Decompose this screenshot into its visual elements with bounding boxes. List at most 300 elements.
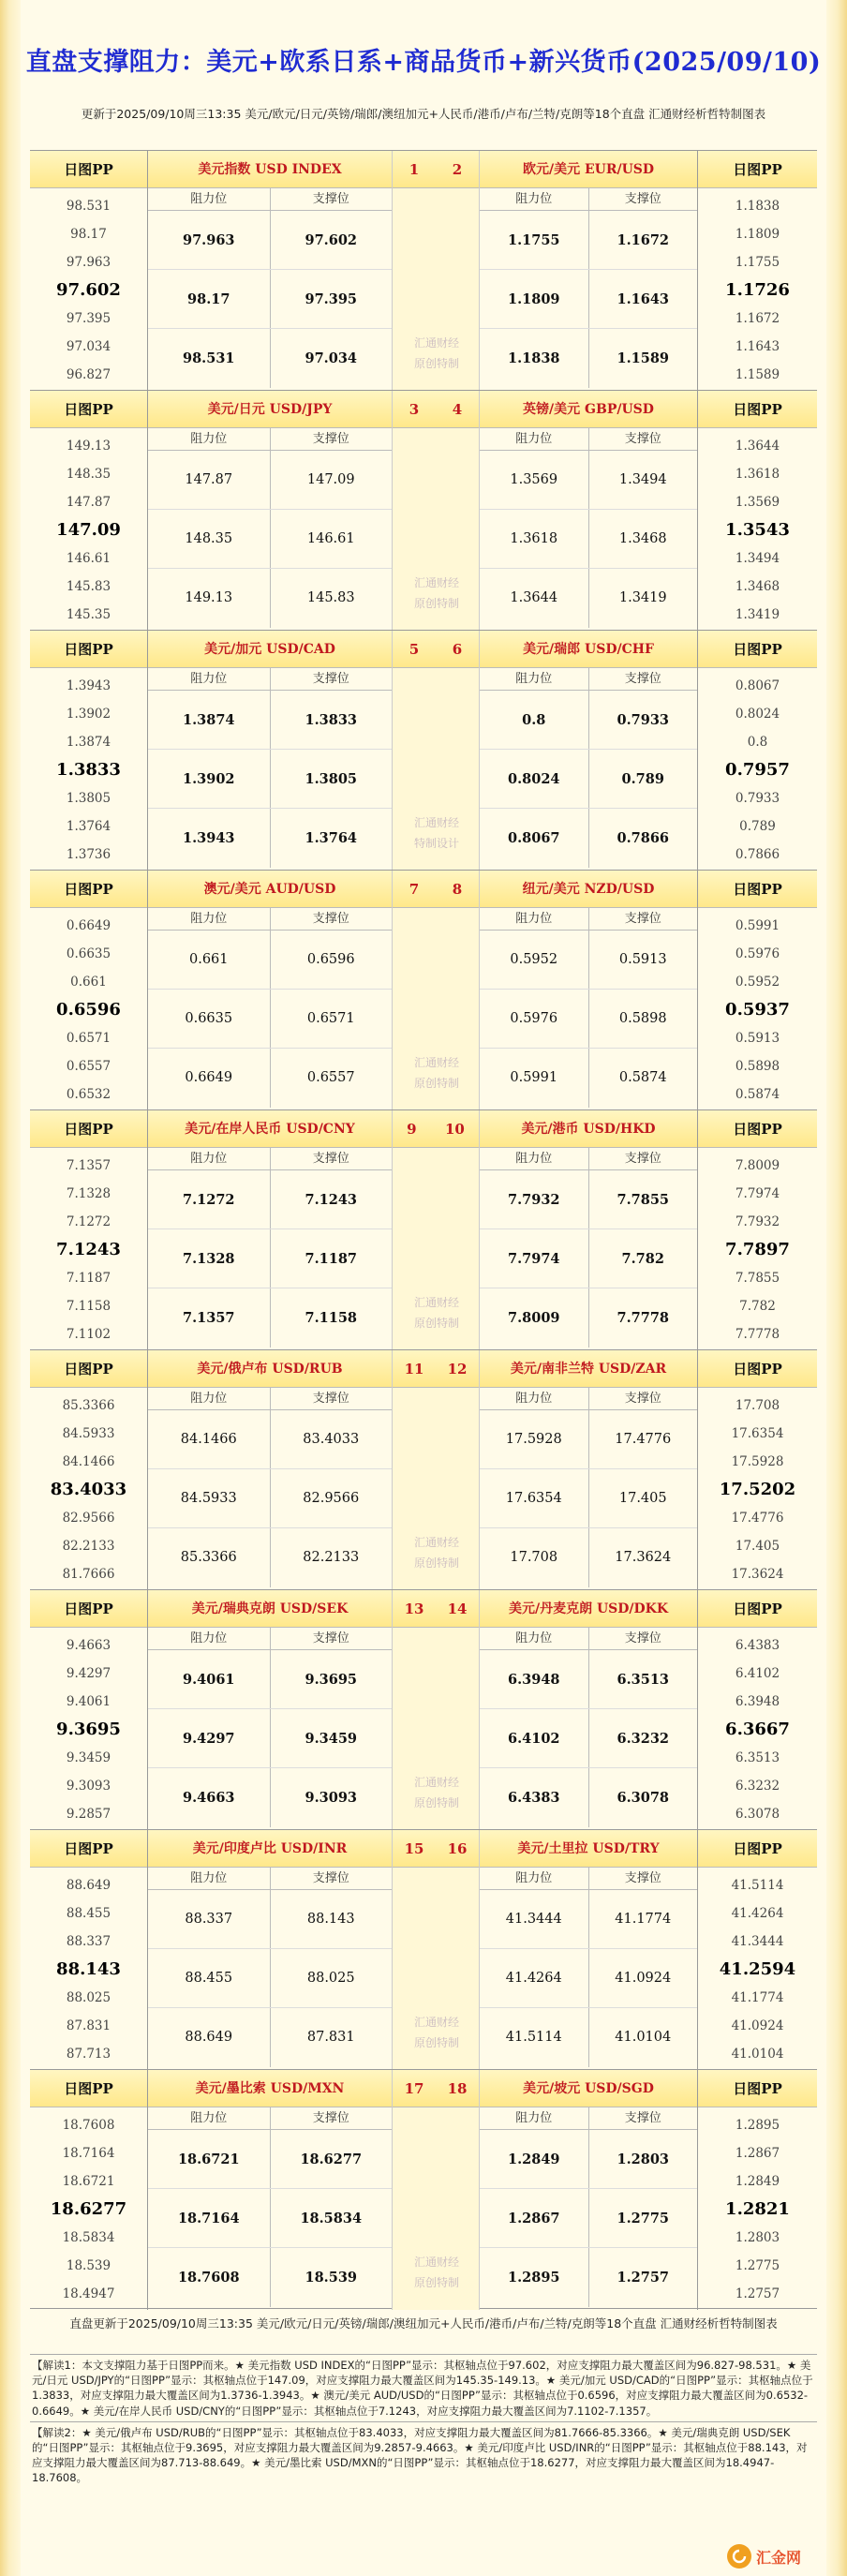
site-logo — [727, 2541, 840, 2571]
support-value: 87.831 — [306, 2030, 355, 2045]
pp-value: 17.4776 — [731, 1511, 784, 1526]
support-value: 1.3833 — [305, 712, 357, 728]
level-rows — [480, 1650, 697, 1827]
pp-header: 日图PP — [30, 1590, 147, 1628]
pp-value: 0.8067 — [735, 678, 780, 693]
pp-value: 18.7164 — [62, 2146, 115, 2161]
support-value: 145.83 — [306, 590, 355, 605]
table-row — [148, 931, 392, 990]
pair-right — [480, 1830, 697, 2070]
pivot-value: 18.6277 — [50, 2199, 127, 2219]
pair-name: 美元/土里拉 USD/TRY — [480, 1830, 697, 1868]
table-row — [148, 1949, 392, 2008]
support-value: 1.3805 — [305, 771, 357, 787]
pp-value: 1.1755 — [735, 255, 780, 270]
support-value: 0.5874 — [618, 1070, 667, 1085]
pp-value: 7.1328 — [66, 1186, 111, 1201]
pair-left — [148, 1110, 392, 1350]
resistance-value: 17.708 — [480, 1528, 589, 1587]
resistance-header: 阻力位 — [148, 188, 271, 210]
pp-value: 145.83 — [66, 579, 111, 594]
resistance-value: 88.455 — [148, 1949, 271, 2007]
pair-name: 美元/港币 USD/HKD — [480, 1110, 697, 1148]
pp-value: 1.1672 — [735, 311, 780, 326]
pivot-table — [30, 150, 817, 2309]
pp-header: 日图PP — [30, 2070, 147, 2107]
level-rows — [480, 931, 697, 1108]
watermark-line-1: 汇通财经 — [413, 576, 459, 589]
pair-left — [148, 2070, 392, 2310]
resistance-value: 0.661 — [148, 931, 271, 989]
level-rows — [148, 931, 392, 1108]
table-row — [148, 1469, 392, 1528]
pp-value: 85.3366 — [62, 1398, 115, 1413]
logo-text: 汇金网 — [756, 2548, 802, 2567]
pp-value: 1.3805 — [66, 791, 111, 806]
pp-column-left — [30, 1350, 148, 1590]
number-right: 14 — [447, 1600, 468, 1617]
level-rows — [148, 1650, 392, 1827]
resistance-header: 阻力位 — [148, 428, 271, 450]
watermark-line-1: 汇通财经 — [413, 1536, 459, 1549]
pp-value: 87.831 — [66, 2018, 111, 2033]
pp-list — [698, 1868, 817, 2068]
pair-name: 纽元/美元 NZD/USD — [480, 871, 697, 908]
pp-value: 7.8009 — [735, 1158, 780, 1173]
table-row — [480, 1229, 697, 1288]
pp-value: 9.4663 — [66, 1638, 111, 1653]
level-rows — [148, 2130, 392, 2307]
pp-list — [698, 2107, 817, 2308]
watermark — [393, 1292, 481, 1333]
table-row — [480, 1709, 697, 1768]
resistance-value: 97.963 — [148, 211, 271, 269]
section-numbers — [393, 391, 479, 428]
resistance-value: 88.649 — [148, 2008, 271, 2067]
support-value: 7.1243 — [305, 1192, 357, 1208]
table-row — [148, 691, 392, 750]
level-rows — [480, 1410, 697, 1587]
section-number-column — [392, 391, 480, 631]
pp-value: 41.0924 — [731, 2018, 784, 2033]
table-row — [148, 1650, 392, 1709]
pp-value: 17.708 — [735, 1398, 780, 1413]
support-header: 支撑位 — [312, 2111, 349, 2125]
column-headers — [480, 1628, 697, 1650]
pp-value: 0.5898 — [735, 1059, 780, 1074]
resistance-value: 1.3618 — [480, 510, 589, 568]
support-header: 支撑位 — [624, 672, 661, 686]
section-number-column — [392, 631, 480, 871]
resistance-header: 阻力位 — [148, 668, 271, 690]
section-number-column — [392, 1350, 480, 1590]
number-right: 18 — [447, 2079, 468, 2097]
resistance-value: 6.3948 — [480, 1650, 589, 1708]
pair-name: 美元/印度卢比 USD/INR — [148, 1830, 392, 1868]
pp-value: 18.7608 — [62, 2118, 115, 2133]
pp-value: 7.7855 — [735, 1271, 780, 1286]
pp-header: 日图PP — [698, 1350, 817, 1388]
resistance-value: 17.6354 — [480, 1469, 589, 1527]
pp-value: 17.405 — [735, 1539, 780, 1554]
resistance-header: 阻力位 — [148, 1148, 271, 1169]
support-value: 0.7933 — [617, 712, 669, 728]
watermark-line-1: 汇通财经 — [413, 1776, 459, 1789]
pair-name: 澳元/美元 AUD/USD — [148, 871, 392, 908]
pair-left — [148, 1830, 392, 2070]
resistance-header: 阻力位 — [480, 668, 589, 690]
pp-value: 1.3736 — [66, 847, 111, 862]
pair-right — [480, 391, 697, 631]
pp-value: 1.3764 — [66, 819, 111, 834]
pp-value: 0.6635 — [66, 946, 111, 961]
pair-section — [30, 1109, 817, 1349]
support-header: 支撑位 — [312, 432, 349, 446]
resistance-header: 阻力位 — [480, 1628, 589, 1649]
support-value: 0.7866 — [617, 830, 669, 846]
resistance-value: 41.3444 — [480, 1890, 589, 1948]
support-header: 支撑位 — [312, 912, 349, 926]
support-value: 0.789 — [621, 771, 664, 787]
pp-list — [30, 188, 147, 389]
pp-column-right — [697, 1350, 817, 1590]
pp-value: 9.4297 — [66, 1666, 111, 1681]
table-row — [148, 1709, 392, 1768]
pair-section — [30, 630, 817, 870]
pp-value: 9.3459 — [66, 1750, 111, 1765]
resistance-header: 阻力位 — [480, 1148, 589, 1169]
pivot-value: 7.7897 — [725, 1240, 790, 1259]
resistance-value: 9.4297 — [148, 1709, 271, 1767]
pp-value: 0.6557 — [66, 1059, 111, 1074]
pp-value: 7.1187 — [66, 1271, 111, 1286]
support-header: 支撑位 — [624, 1631, 661, 1645]
pp-value: 88.649 — [66, 1878, 111, 1893]
resistance-value: 148.35 — [148, 510, 271, 568]
watermark-line-2: 特制设计 — [413, 837, 459, 850]
resistance-value: 149.13 — [148, 569, 271, 628]
pp-list — [30, 1628, 147, 1828]
pair-left — [148, 631, 392, 871]
pp-column-right — [697, 1830, 817, 2070]
resistance-value: 88.337 — [148, 1890, 271, 1948]
support-value: 18.6277 — [300, 2152, 363, 2167]
support-value: 41.0924 — [615, 1971, 672, 1986]
level-rows — [480, 451, 697, 628]
support-value: 1.3494 — [618, 472, 667, 487]
number-right: 10 — [444, 1120, 465, 1138]
number-right: 12 — [447, 1360, 468, 1377]
resistance-header: 阻力位 — [148, 1628, 271, 1649]
number-left: 3 — [409, 400, 420, 418]
pp-list — [30, 668, 147, 869]
pp-value: 0.6571 — [66, 1031, 111, 1046]
watermark — [393, 1052, 481, 1094]
pair-right — [480, 151, 697, 391]
support-value: 0.6571 — [306, 1011, 355, 1026]
pair-name: 美元/南非兰特 USD/ZAR — [480, 1350, 697, 1388]
number-left: 11 — [404, 1360, 424, 1377]
table-row — [148, 1288, 392, 1348]
column-headers — [148, 1628, 392, 1650]
number-left: 5 — [409, 640, 420, 658]
watermark-line-1: 汇通财经 — [413, 1056, 459, 1069]
pair-name: 美元/丹麦克朗 USD/DKK — [480, 1590, 697, 1628]
pp-value: 1.3874 — [66, 735, 111, 750]
support-header: 支撑位 — [624, 1152, 661, 1166]
column-headers — [148, 2107, 392, 2130]
pair-name: 美元/墨比索 USD/MXN — [148, 2070, 392, 2107]
pp-column-left — [30, 1590, 148, 1830]
section-number-column — [392, 1110, 480, 1350]
resistance-header: 阻力位 — [148, 908, 271, 930]
number-right: 8 — [452, 880, 463, 898]
support-value: 7.782 — [621, 1251, 664, 1267]
pp-value: 6.4383 — [735, 1638, 780, 1653]
pp-column-left — [30, 1110, 148, 1350]
pp-value: 1.3419 — [735, 607, 780, 622]
resistance-value: 0.6635 — [148, 990, 271, 1048]
resistance-value: 7.8009 — [480, 1288, 589, 1348]
pp-header: 日图PP — [698, 1110, 817, 1148]
resistance-header: 阻力位 — [148, 1388, 271, 1409]
pp-value: 1.1589 — [735, 367, 780, 382]
resistance-header: 阻力位 — [480, 188, 589, 210]
support-value: 6.3232 — [617, 1731, 669, 1747]
pair-right — [480, 1350, 697, 1590]
support-value: 6.3078 — [617, 1790, 669, 1806]
watermark-line-1: 汇通财经 — [413, 1296, 459, 1309]
watermark-line-1: 汇通财经 — [413, 336, 459, 350]
watermark-line-1: 汇通财经 — [413, 2256, 459, 2269]
note-2: 【解读2：★ 美元/俄卢布 USD/RUB的“日图PP”显示：其枢轴点位于83.4033，对应支撑阻力最大覆盖区间为81.7666-85.3366。★ 美元/瑞典克朗 USD/SEK的“日图PP”显示：其枢轴点位于9.3695，对应支撑阻力最大覆盖区间为9.2857-9.4663。★ 美元/印度卢比 USD/INR的“日图PP”显示：其枢轴点位于88.143，对应支撑阻力最大覆盖区间为87.713-88.649。★ 美元/墨比索 USD/MXN的“日图PP”显示：其枢轴点位于18.6277，对应支撑阻力最大覆盖区间为18.4947-18.7608。 — [30, 2421, 817, 2489]
table-row — [148, 990, 392, 1049]
resistance-value: 7.1328 — [148, 1229, 271, 1288]
support-value: 146.61 — [306, 531, 355, 546]
support-value: 7.7778 — [617, 1310, 669, 1326]
pair-right — [480, 1110, 697, 1350]
pair-section — [30, 1589, 817, 1829]
support-value: 9.3093 — [305, 1790, 357, 1806]
pp-value: 84.1466 — [62, 1454, 115, 1469]
pp-column-right — [697, 2070, 817, 2310]
pair-right — [480, 2070, 697, 2310]
support-header: 支撑位 — [624, 2111, 661, 2125]
table-row — [480, 211, 697, 270]
table-row — [480, 569, 697, 628]
table-row — [480, 451, 697, 510]
pp-value: 0.7933 — [735, 791, 780, 806]
number-left: 17 — [404, 2079, 424, 2097]
pp-value: 147.87 — [66, 495, 111, 510]
resistance-value: 98.17 — [148, 270, 271, 328]
pp-value: 1.2803 — [735, 2230, 780, 2245]
resistance-value: 7.1357 — [148, 1288, 271, 1348]
pair-left — [148, 391, 392, 631]
pp-value: 0.8024 — [735, 707, 780, 722]
column-headers — [148, 428, 392, 451]
pp-value: 6.3948 — [735, 1694, 780, 1709]
pivot-value: 97.602 — [56, 280, 121, 300]
pair-left — [148, 151, 392, 391]
pp-list — [30, 908, 147, 1109]
support-header: 支撑位 — [624, 1871, 661, 1885]
support-header: 支撑位 — [312, 1871, 349, 1885]
resistance-header: 阻力位 — [148, 1868, 271, 1889]
pp-value: 41.0104 — [731, 2047, 784, 2062]
pair-name: 美元/俄卢布 USD/RUB — [148, 1350, 392, 1388]
table-row — [480, 1170, 697, 1229]
resistance-value: 1.2895 — [480, 2248, 589, 2307]
resistance-value: 9.4061 — [148, 1650, 271, 1708]
table-row — [480, 2248, 697, 2307]
resistance-value: 85.3366 — [148, 1528, 271, 1587]
pp-list — [698, 668, 817, 869]
pp-value: 41.4264 — [731, 1906, 784, 1921]
table-row — [148, 2130, 392, 2189]
number-right: 2 — [452, 160, 463, 178]
table-row — [480, 1528, 697, 1587]
level-rows — [480, 691, 697, 868]
pp-value: 7.1158 — [66, 1299, 111, 1314]
pp-value: 17.3624 — [731, 1567, 784, 1582]
pivot-value: 1.2821 — [725, 2199, 790, 2219]
pp-value: 7.7974 — [735, 1186, 780, 1201]
resistance-value: 1.3943 — [148, 809, 271, 868]
pp-value: 88.025 — [66, 1990, 111, 2005]
support-value: 0.5898 — [618, 1011, 667, 1026]
section-numbers — [393, 1590, 479, 1628]
resistance-value: 9.4663 — [148, 1768, 271, 1827]
notes — [30, 2354, 817, 2489]
pp-value: 7.1102 — [66, 1327, 111, 1342]
support-value: 0.6557 — [306, 1070, 355, 1085]
pp-value: 0.789 — [739, 819, 776, 834]
table-row — [148, 569, 392, 628]
watermark-line-2: 原创特制 — [413, 1317, 459, 1330]
pp-column-left — [30, 2070, 148, 2310]
pair-right — [480, 631, 697, 871]
pp-value: 146.61 — [66, 551, 111, 566]
support-value: 9.3695 — [305, 1672, 357, 1688]
pp-value: 87.713 — [66, 2047, 111, 2062]
pp-value: 1.1643 — [735, 339, 780, 354]
pp-value: 81.7666 — [62, 1567, 115, 1582]
section-numbers — [393, 631, 479, 668]
pp-value: 7.7778 — [735, 1327, 780, 1342]
table-row — [480, 691, 697, 750]
pair-left — [148, 1350, 392, 1590]
pp-value: 88.455 — [66, 1906, 111, 1921]
resistance-value: 7.7974 — [480, 1229, 589, 1288]
pp-value: 6.3078 — [735, 1807, 780, 1822]
support-value: 82.2133 — [303, 1550, 360, 1565]
resistance-value: 17.5928 — [480, 1410, 589, 1468]
number-right: 4 — [452, 400, 463, 418]
support-header: 支撑位 — [312, 1152, 349, 1166]
pair-name: 美元/在岸人民币 USD/CNY — [148, 1110, 392, 1148]
pp-list — [698, 428, 817, 629]
pp-value: 1.3569 — [735, 495, 780, 510]
support-header: 支撑位 — [312, 1392, 349, 1406]
column-headers — [480, 428, 697, 451]
support-header: 支撑位 — [624, 1392, 661, 1406]
pp-header: 日图PP — [698, 871, 817, 908]
pp-header: 日图PP — [30, 391, 147, 428]
pp-header: 日图PP — [698, 2070, 817, 2107]
support-value: 1.3468 — [618, 531, 667, 546]
pp-value: 0.661 — [70, 975, 107, 990]
support-value: 6.3513 — [617, 1672, 669, 1688]
resistance-value: 41.5114 — [480, 2008, 589, 2067]
pp-header: 日图PP — [698, 1590, 817, 1628]
resistance-value: 1.3902 — [148, 750, 271, 808]
number-left: 7 — [409, 880, 420, 898]
table-row — [148, 211, 392, 270]
pp-column-right — [697, 1590, 817, 1830]
resistance-value: 18.6721 — [148, 2130, 271, 2188]
resistance-value: 1.1755 — [480, 211, 589, 269]
pp-list — [698, 188, 817, 389]
pair-section — [30, 390, 817, 630]
pp-value: 0.6649 — [66, 918, 111, 933]
pp-value: 7.1357 — [66, 1158, 111, 1173]
table-row — [148, 1229, 392, 1288]
watermark-line-2: 原创特制 — [413, 1556, 459, 1570]
pp-value: 97.963 — [66, 255, 111, 270]
pp-value: 1.1838 — [735, 199, 780, 214]
table-row — [148, 1170, 392, 1229]
table-row — [480, 1949, 697, 2008]
table-row — [480, 2189, 697, 2248]
pp-header: 日图PP — [30, 1110, 147, 1148]
pp-value: 6.4102 — [735, 1666, 780, 1681]
watermark — [393, 2012, 481, 2053]
support-value: 0.6596 — [306, 952, 355, 967]
support-value: 147.09 — [306, 472, 355, 487]
pair-name: 美元/瑞典克朗 USD/SEK — [148, 1590, 392, 1628]
resistance-value: 1.2849 — [480, 2130, 589, 2188]
pair-left — [148, 871, 392, 1110]
pp-header: 日图PP — [30, 1830, 147, 1868]
pp-column-right — [697, 151, 817, 391]
watermark — [393, 812, 481, 854]
pivot-value: 6.3667 — [725, 1720, 790, 1739]
pp-list — [30, 1868, 147, 2068]
watermark-line-2: 原创特制 — [413, 1796, 459, 1809]
pp-value: 0.5976 — [735, 946, 780, 961]
table-row — [480, 1410, 697, 1469]
pivot-value: 88.143 — [56, 1959, 121, 1979]
pivot-value: 1.3833 — [56, 760, 121, 780]
pp-value: 17.6354 — [731, 1426, 784, 1441]
pp-value: 7.7932 — [735, 1214, 780, 1229]
pp-value: 6.3513 — [735, 1750, 780, 1765]
resistance-value: 1.1809 — [480, 270, 589, 328]
pp-value: 0.6532 — [66, 1087, 111, 1102]
level-rows — [480, 211, 697, 388]
column-headers — [480, 668, 697, 691]
support-value: 17.405 — [618, 1491, 667, 1506]
column-headers — [148, 908, 392, 931]
watermark-line-1: 汇通财经 — [413, 816, 459, 829]
column-headers — [148, 1868, 392, 1890]
pp-value: 7.1272 — [66, 1214, 111, 1229]
pp-column-left — [30, 631, 148, 871]
logo-icon — [727, 2544, 751, 2569]
pp-value: 18.6721 — [62, 2174, 115, 2189]
support-header: 支撑位 — [312, 192, 349, 206]
